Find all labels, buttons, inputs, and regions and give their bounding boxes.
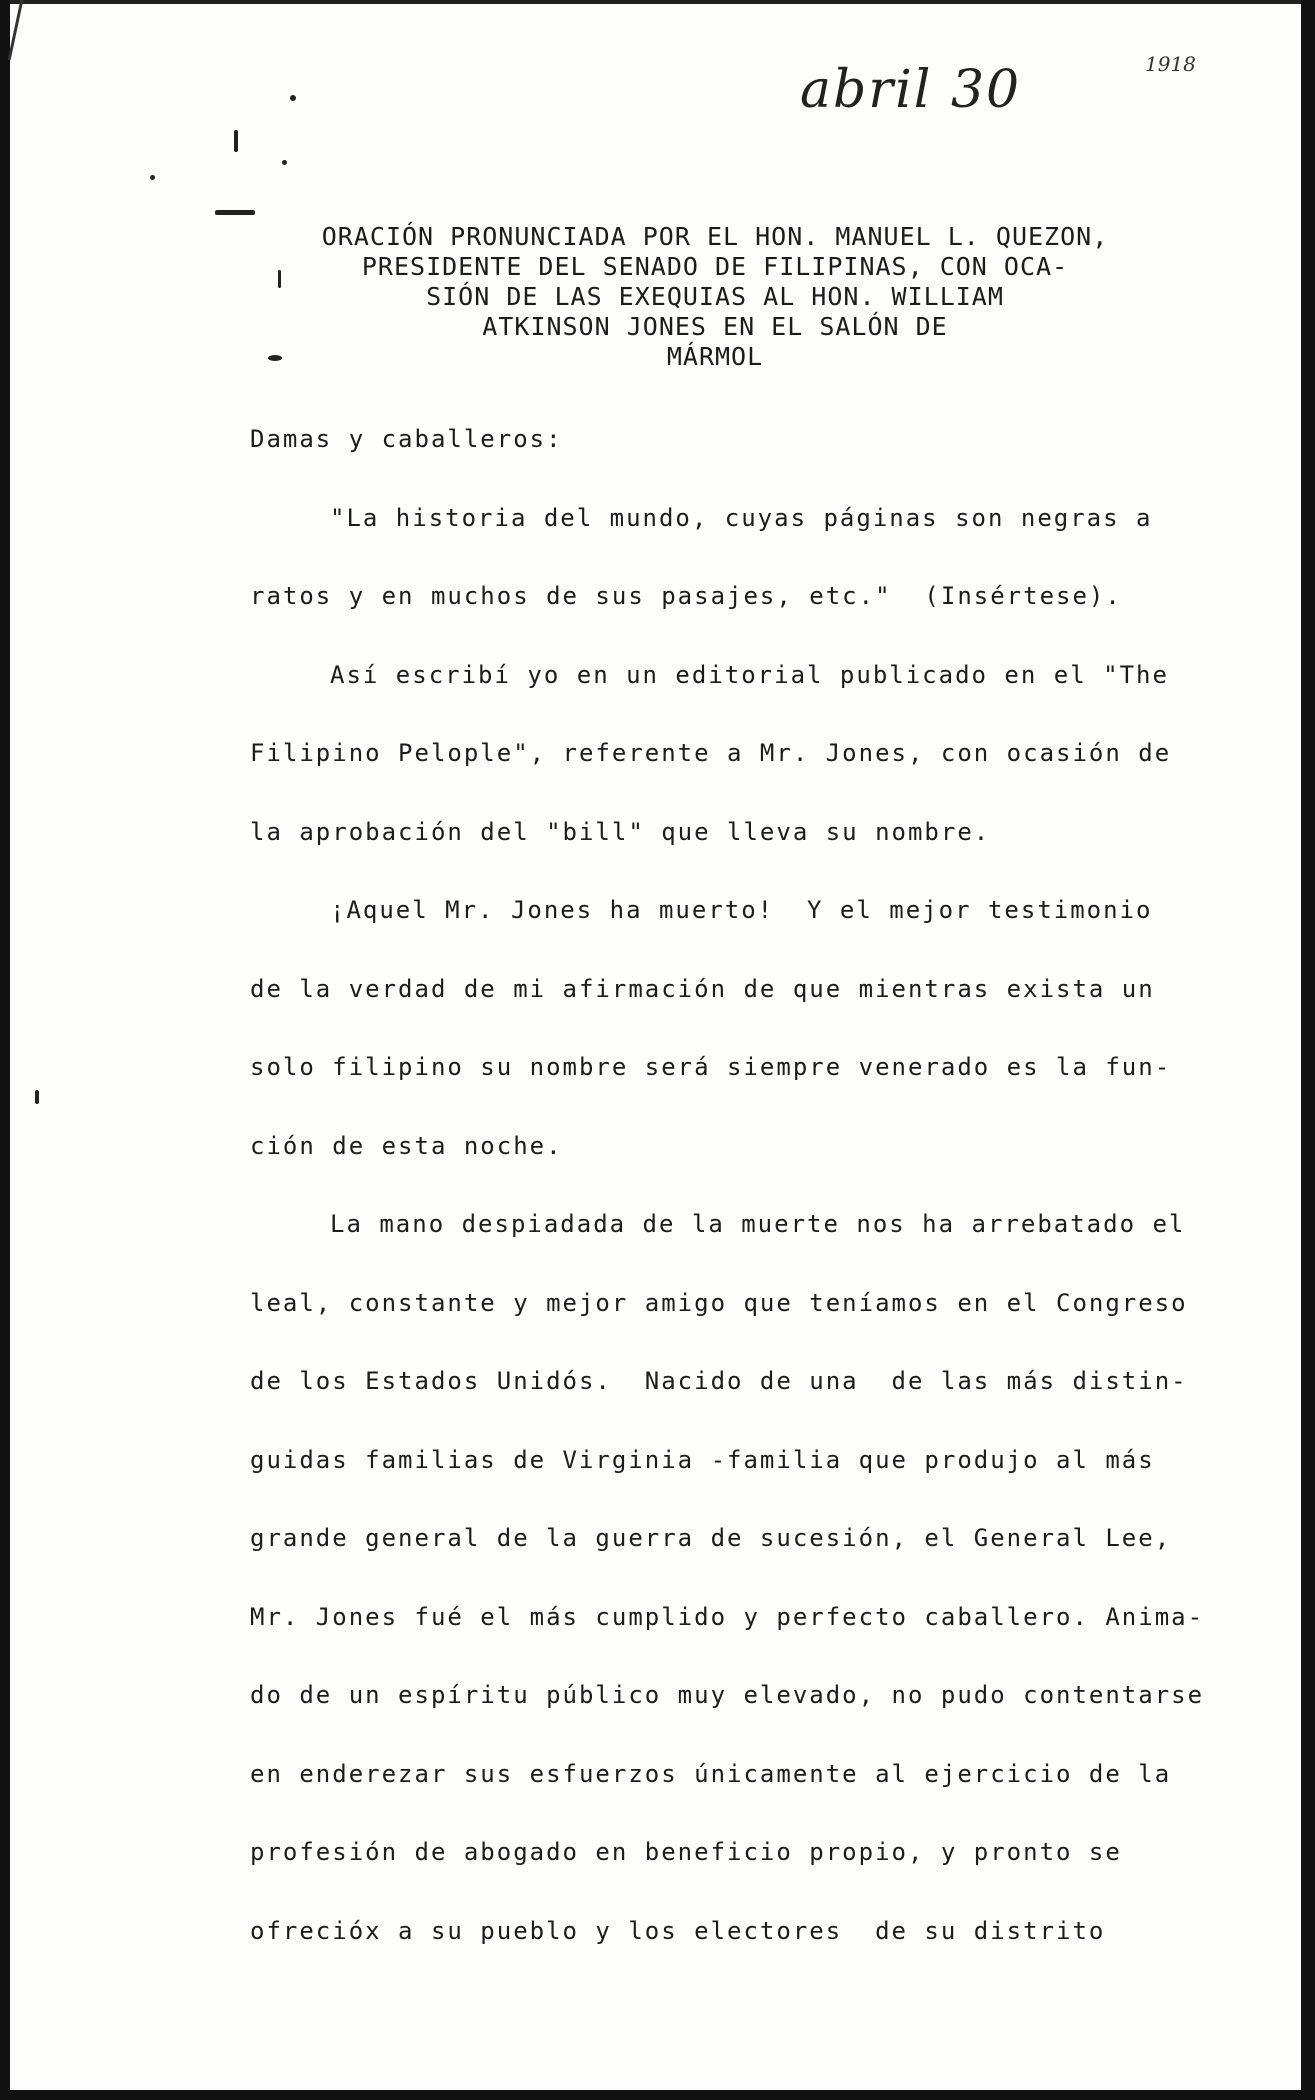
ink-speck [215, 210, 255, 215]
ink-speck [35, 1090, 39, 1104]
scan-edge-top [0, 0, 1315, 4]
handwritten-date: abril 30 [800, 60, 1022, 120]
text-line: ofrecióx a su pueblo y los electores de su distrito [250, 1916, 1106, 1945]
ink-speck [282, 160, 287, 165]
text-line: ¡Aquel Mr. Jones ha muerto! Y el mejor testimonio [330, 896, 1153, 924]
text-line: la aprobación del "bill" que lleva su nombre. [250, 817, 991, 846]
text-line: La mano despiadada de la muerte nos ha arrebatado el [330, 1210, 1186, 1238]
paper-fold [8, 0, 64, 60]
handwritten-year: 1918 [1145, 52, 1196, 76]
text-line: Mr. Jones fué el más cumplido y perfecto caballero. Anima- [250, 1602, 1205, 1631]
text-line: Así escribí yo en un editorial publicado en el "The [330, 660, 1169, 689]
text-line: ción de esta noche. [250, 1131, 563, 1160]
text-line: de la verdad de mi afirmación de que mientras exista un [250, 974, 1155, 1003]
text-line: profesión de abogado en beneficio propio, y pronto se [250, 1838, 1122, 1866]
text-line: "La historia del mundo, cuyas páginas son negras a [330, 503, 1153, 532]
scan-edge-bottom [0, 2090, 1315, 2100]
ink-speck [290, 95, 296, 101]
ink-speck [150, 175, 155, 180]
text-line: do de un espíritu público muy elevado, no pudo contentarse [250, 1681, 1205, 1709]
speech-title: ORACIÓN PRONUNCIADA POR EL HON. MANUEL L. QUEZON, PRESIDENTE DEL SENADO DE FILIPINAS, CON OCA- SIÓN DE LAS EXEQUIAS AL HON. WILLIAM ATKINSON JONES EN EL SALÓN DE MÁRMOL [321, 222, 1109, 371]
scan-edge-right [1301, 0, 1315, 2100]
ink-speck [278, 270, 281, 288]
text-line: guidas familias de Virginia -familia que produjo al más [250, 1445, 1155, 1474]
text-line: ratos y en muchos de sus pasajes, etc." (Insértese). [250, 582, 1122, 610]
text-line: leal, constante y mejor amigo que teníamos en el Congreso [250, 1288, 1188, 1317]
scan-edge-left [0, 0, 10, 2100]
text-line: Damas y caballeros: [250, 425, 563, 453]
text-line: grande general de la guerra de sucesión, el General Lee, [250, 1524, 1172, 1552]
text-line: en enderezar sus esfuerzos únicamente al ejercicio de la [250, 1759, 1172, 1788]
text-line: Filipino Pelople", referente a Mr. Jones, con ocasión de [250, 739, 1172, 767]
text-line: de los Estados Unidós. Nacido de una de las más distin- [250, 1367, 1188, 1395]
ink-speck [268, 355, 282, 361]
ink-speck [234, 130, 238, 152]
text-line: solo filipino su nombre será siempre venerado es la fun- [250, 1053, 1172, 1081]
speech-body [250, 400, 1205, 1970]
